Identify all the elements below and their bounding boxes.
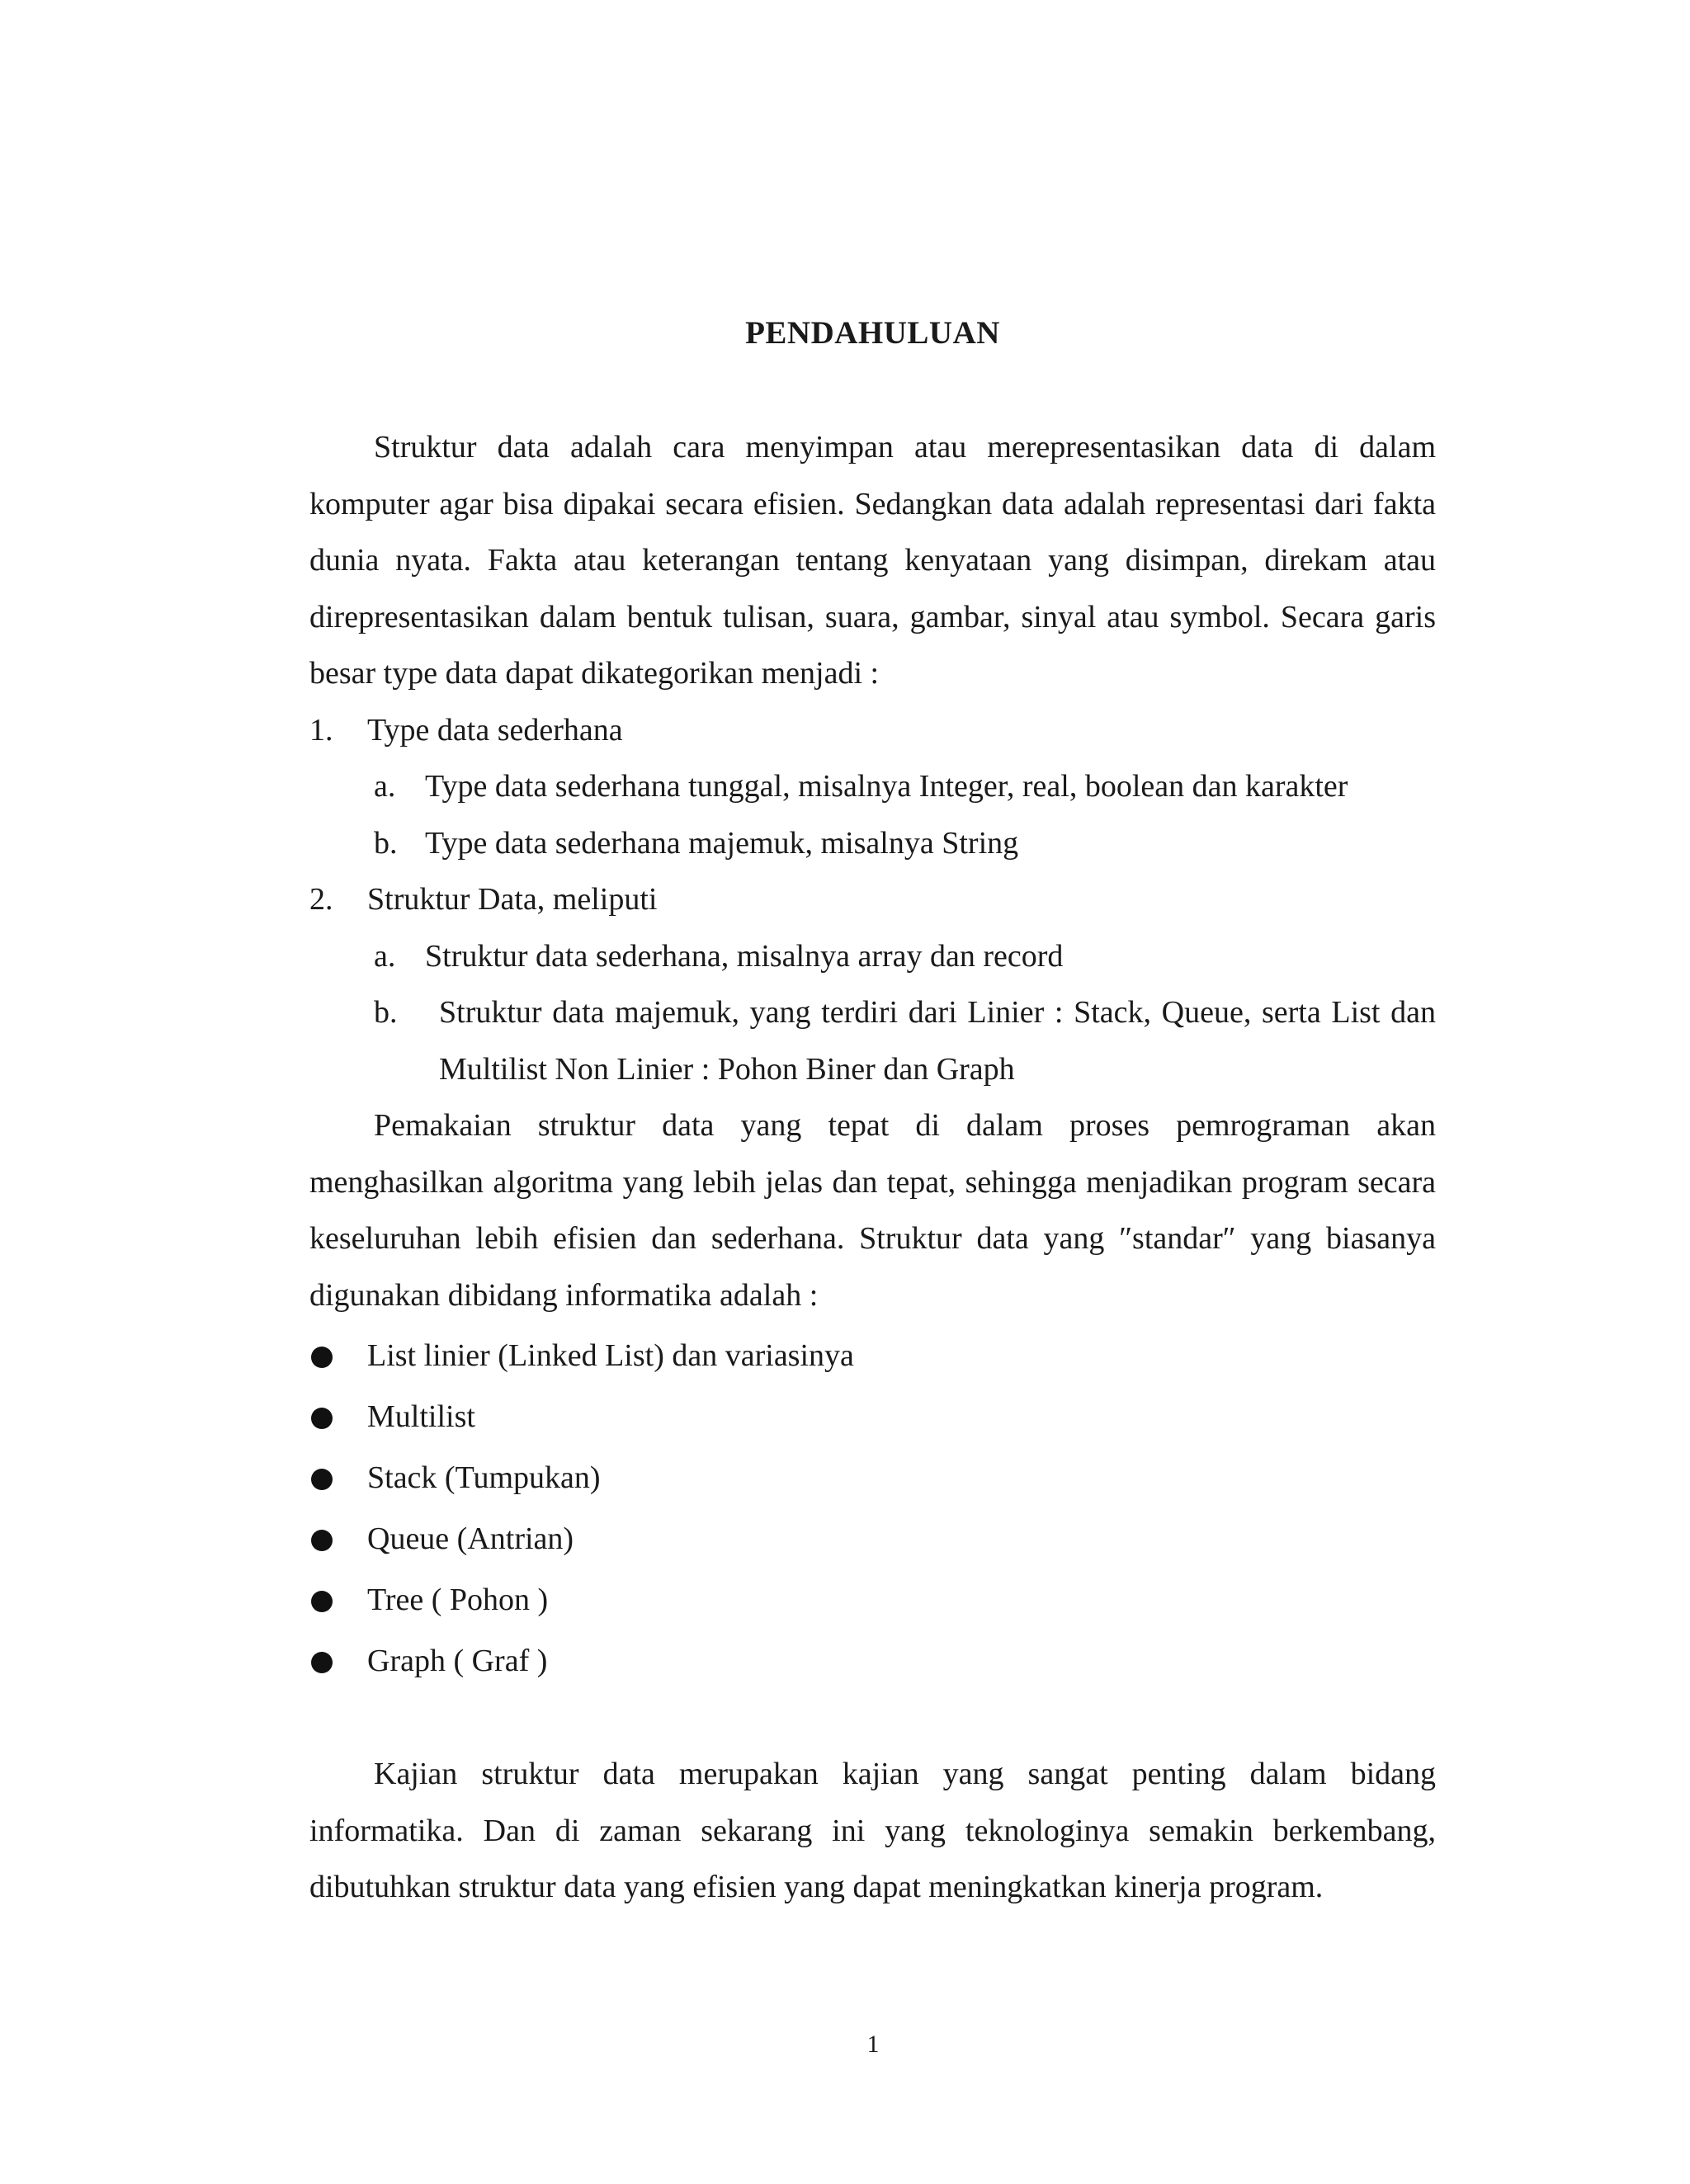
bullet-list: [309, 1325, 1436, 1691]
bullet-text: Tree ( Pohon ): [367, 1583, 549, 1617]
bullet-text: Queue (Antrian): [367, 1521, 574, 1556]
bullet-list-item: [309, 1508, 1436, 1569]
bullet-text: Stack (Tumpukan): [367, 1460, 601, 1495]
bullet-dot-icon: [311, 1591, 333, 1612]
bullet-list-item: [309, 1447, 1436, 1508]
sub-list-letter: a.: [374, 938, 396, 974]
sub-list-item: [309, 815, 1436, 872]
sub-list-item: [309, 928, 1436, 985]
bullet-list-item: [309, 1569, 1436, 1630]
list-item-label: Struktur Data, meliputi: [367, 882, 658, 917]
bullet-list-item: [309, 1630, 1436, 1691]
numbered-list-item: [309, 871, 1436, 1097]
bullet-dot-icon: [311, 1347, 333, 1368]
page-title: PENDAHULUAN: [745, 315, 1000, 351]
sub-list-text: Struktur data sederhana, misalnya array dan record: [425, 938, 1064, 974]
numbered-list-item: [309, 702, 1436, 872]
sub-list-letter: b.: [374, 825, 398, 861]
bullet-dot-icon: [311, 1408, 333, 1429]
list-item-label: Type data sederhana: [367, 712, 623, 748]
page-body: [309, 305, 1436, 1916]
sub-list-item: [309, 758, 1436, 815]
intro-paragraph: Struktur data adalah cara menyimpan atau merepresentasikan data di dalam komputer agar bisa dipakai secara efisien. Sedangkan data adalah representasi dari fakta dunia nyata. Fakta atau keterangan tentang kenyataan yang disimpan, direkam atau direpresentasikan dalam bentuk tulisan, suara, gambar, sinyal atau symbol. Secara garis besar type data dapat dikategorikan menjadi :: [309, 430, 1436, 691]
list-number: 1.: [309, 712, 333, 748]
sub-list: [367, 758, 1436, 871]
sub-list: [367, 928, 1436, 1098]
bullet-text: Multilist: [367, 1399, 475, 1434]
sub-list-text: Type data sederhana majemuk, misalnya String: [425, 825, 1019, 861]
bullet-text: Graph ( Graf ): [367, 1644, 548, 1678]
page-number: 1: [866, 2031, 880, 2058]
closing-paragraph: Kajian struktur data merupakan kajian yang sangat penting dalam bidang informatika. Dan di zaman sekarang ini yang teknologinya semakin berkembang, dibutuhkan struktur data yang efisien yang dapat meningkatkan kinerja program.: [309, 1757, 1436, 1904]
bullet-text: List linier (Linked List) dan variasinya: [367, 1338, 854, 1373]
sub-list-text: Struktur data majemuk, yang terdiri dari Linier : Stack, Queue, serta List dan Multilist Non Linier : Pohon Biner dan Graph: [439, 995, 1436, 1087]
bullet-list-item: [309, 1325, 1436, 1386]
bullet-dot-icon: [311, 1469, 333, 1490]
list-number: 2.: [309, 882, 333, 917]
sub-list-letter: a.: [374, 769, 396, 804]
bullet-list-item: [309, 1386, 1436, 1447]
body-paragraph: Pemakaian struktur data yang tepat di dalam proses pemrograman akan menghasilkan algoritma yang lebih jelas dan tepat, sehingga menjadikan program secara keseluruhan lebih efisien dan sederhana. Struktur data yang ″standar″ yang biasanya digunakan dibidang informatika adalah :: [309, 1108, 1436, 1313]
numbered-list: [309, 702, 1436, 1098]
bullet-dot-icon: [311, 1530, 333, 1551]
sub-list-letter: b.: [374, 995, 398, 1030]
sub-list-item: [309, 984, 1436, 1097]
sub-list-text: Type data sederhana tunggal, misalnya Integer, real, boolean dan karakter: [425, 769, 1348, 804]
bullet-dot-icon: [311, 1652, 333, 1673]
